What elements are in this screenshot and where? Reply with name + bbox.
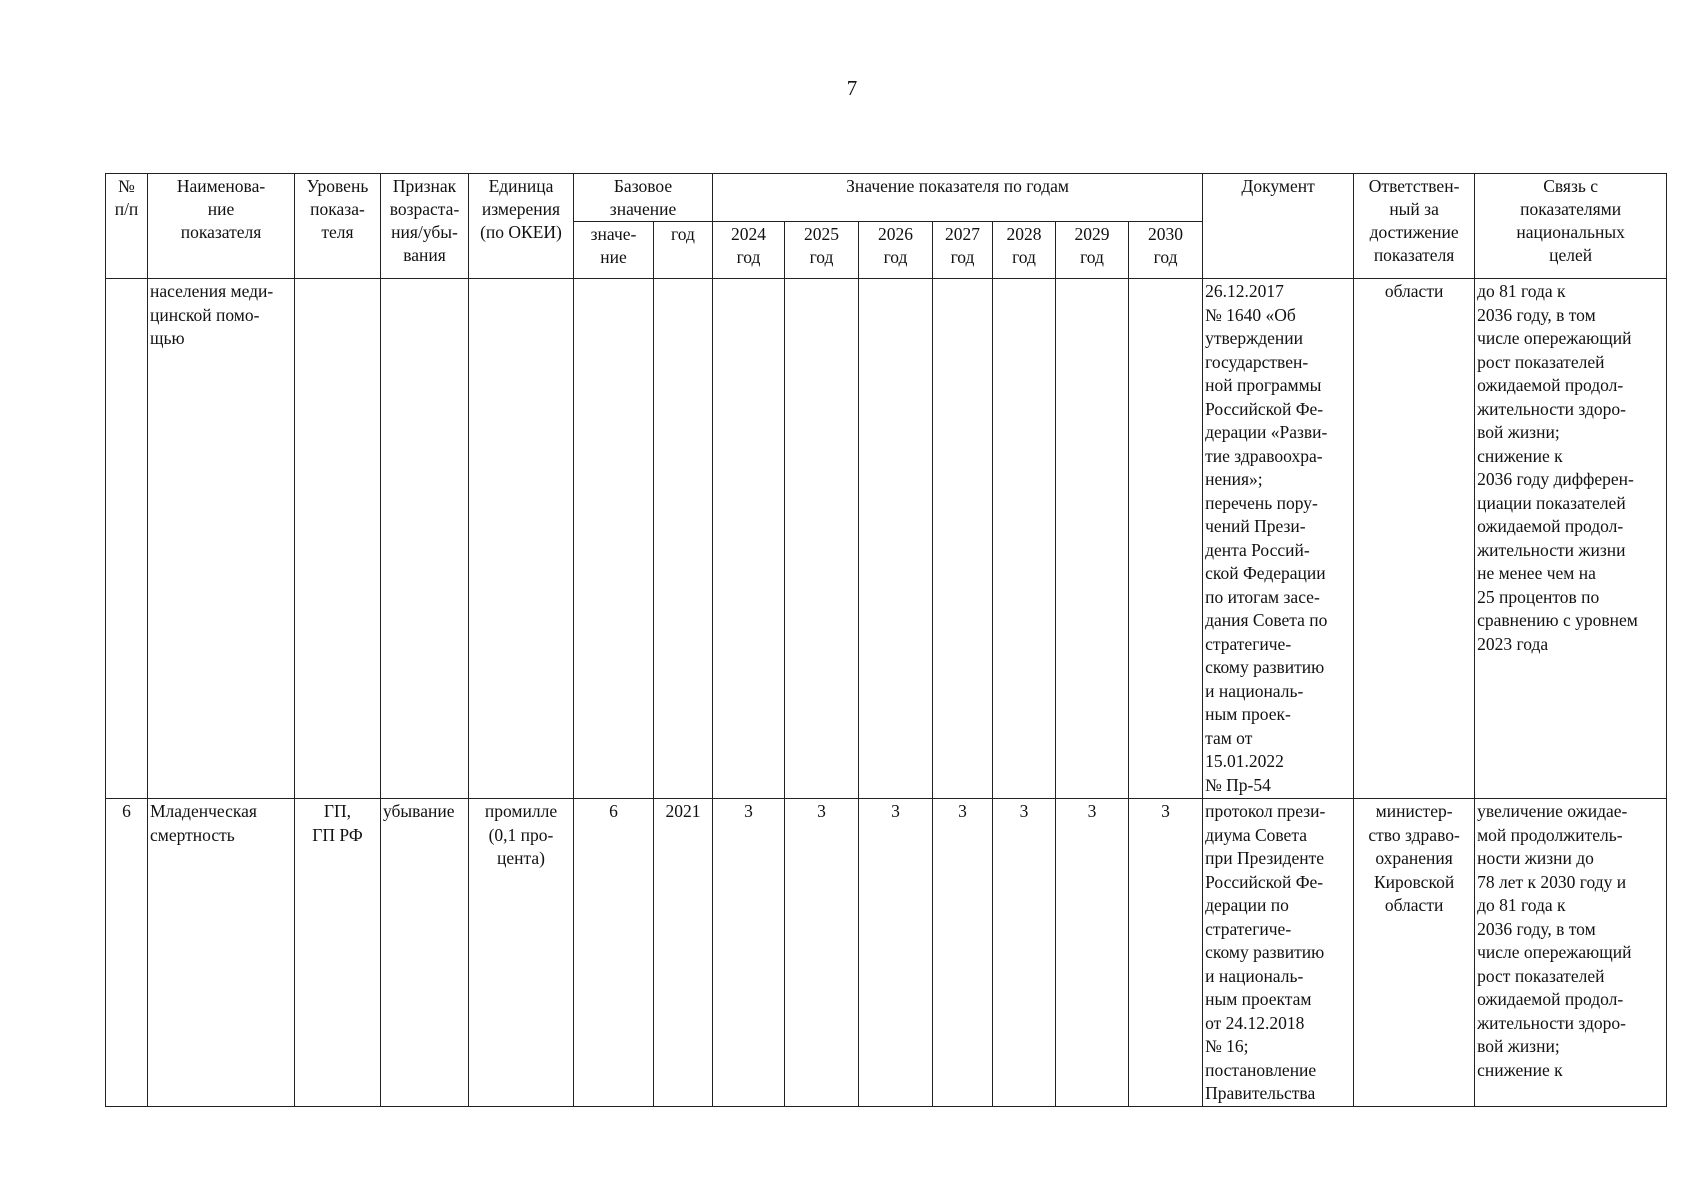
header-unit: Единица измерения (по ОКЕИ)	[469, 174, 574, 279]
header-num: № п/п	[106, 174, 148, 279]
row-value-2028	[993, 279, 1056, 799]
row-value-2029	[1056, 279, 1129, 799]
row-value-2030	[1129, 279, 1203, 799]
row-link: до 81 года к 2036 году, в том числе опережающий рост показателей ожидаемой продол- жительности здоро- вой жизни; снижение к 2036 году дифферен- циации показателей ожидаемой продол- жительности жизни не менее чем на 25 процентов по сравнению с уровнем 2023 года	[1475, 279, 1667, 799]
row-value-2026: 3	[859, 799, 933, 1107]
header-link: Связь с показателями национальных целей	[1475, 174, 1667, 279]
row-value-2024: 3	[713, 799, 785, 1107]
row-level: ГП, ГП РФ	[295, 799, 381, 1107]
table-row	[106, 279, 1667, 799]
row-trend	[381, 279, 469, 799]
header-base: Базовое значение	[574, 174, 713, 222]
header-row-1	[106, 174, 1667, 222]
row-document: протокол прези- диума Совета при Президенте Российской Фе- дерации по стратегиче- скому развитию и националь- ным проектам от 24.12.2018 № 16; постановление Правительства	[1203, 799, 1354, 1107]
header-level: Уровень показа- теля	[295, 174, 381, 279]
header-year-2028: 2028 год	[993, 222, 1056, 279]
header-year-2027: 2027 год	[933, 222, 993, 279]
table-row	[106, 799, 1667, 1107]
row-value-2030: 3	[1129, 799, 1203, 1107]
header-name: Наименова- ние показателя	[148, 174, 295, 279]
header-document: Документ	[1203, 174, 1354, 279]
row-value-2028: 3	[993, 799, 1056, 1107]
page-number: 7	[846, 76, 858, 100]
row-num	[106, 279, 148, 799]
header-responsible: Ответствен- ный за достижение показателя	[1354, 174, 1475, 279]
row-name: Младенческая смертность	[148, 799, 295, 1107]
row-value-2026	[859, 279, 933, 799]
row-trend: убывание	[381, 799, 469, 1107]
row-document: 26.12.2017 № 1640 «Об утверждении государствен- ной программы Российской Фе- дерации «Разви- тие здравоохра- нения»; перечень пору- чений Прези- дента Россий- ской Федерации по итогам засе- дания Совета по стратегиче- скому развитию и националь- ным проек- там от 15.01.2022 № Пр-54	[1203, 279, 1354, 799]
row-value-2027	[933, 279, 993, 799]
header-base-value: значе- ние	[574, 222, 654, 279]
row-unit	[469, 279, 574, 799]
row-base-year: 2021	[654, 799, 713, 1107]
row-level	[295, 279, 381, 799]
header-year-2024: 2024 год	[713, 222, 785, 279]
row-value-2029: 3	[1056, 799, 1129, 1107]
header-year-2030: 2030 год	[1129, 222, 1203, 279]
header-year-2025: 2025 год	[785, 222, 859, 279]
row-value-2027: 3	[933, 799, 993, 1107]
row-responsible: области	[1354, 279, 1475, 799]
row-responsible: министер- ство здраво- охранения Кировской области	[1354, 799, 1475, 1107]
row-value-2024	[713, 279, 785, 799]
row-num: 6	[106, 799, 148, 1107]
header-trend: Признак возраста- ния/убы- вания	[381, 174, 469, 279]
indicators-table	[105, 173, 1667, 1107]
header-year-2029: 2029 год	[1056, 222, 1129, 279]
header-year-2026: 2026 год	[859, 222, 933, 279]
row-base-year	[654, 279, 713, 799]
row-link: увеличение ожидае- мой продолжитель- ности жизни до 78 лет к 2030 году и до 81 года к 2036 году, в том числе опережающий рост показателей ожидаемой продол- жительности здоро- вой жизни; снижение к	[1475, 799, 1667, 1107]
row-value-2025	[785, 279, 859, 799]
header-years-group: Значение показателя по годам	[713, 174, 1203, 222]
row-name: населения меди- цинской помо- щью	[148, 279, 295, 799]
row-base-value	[574, 279, 654, 799]
row-base-value: 6	[574, 799, 654, 1107]
row-value-2025: 3	[785, 799, 859, 1107]
row-unit: промилле (0,1 про- цента)	[469, 799, 574, 1107]
header-base-year: год	[654, 222, 713, 279]
